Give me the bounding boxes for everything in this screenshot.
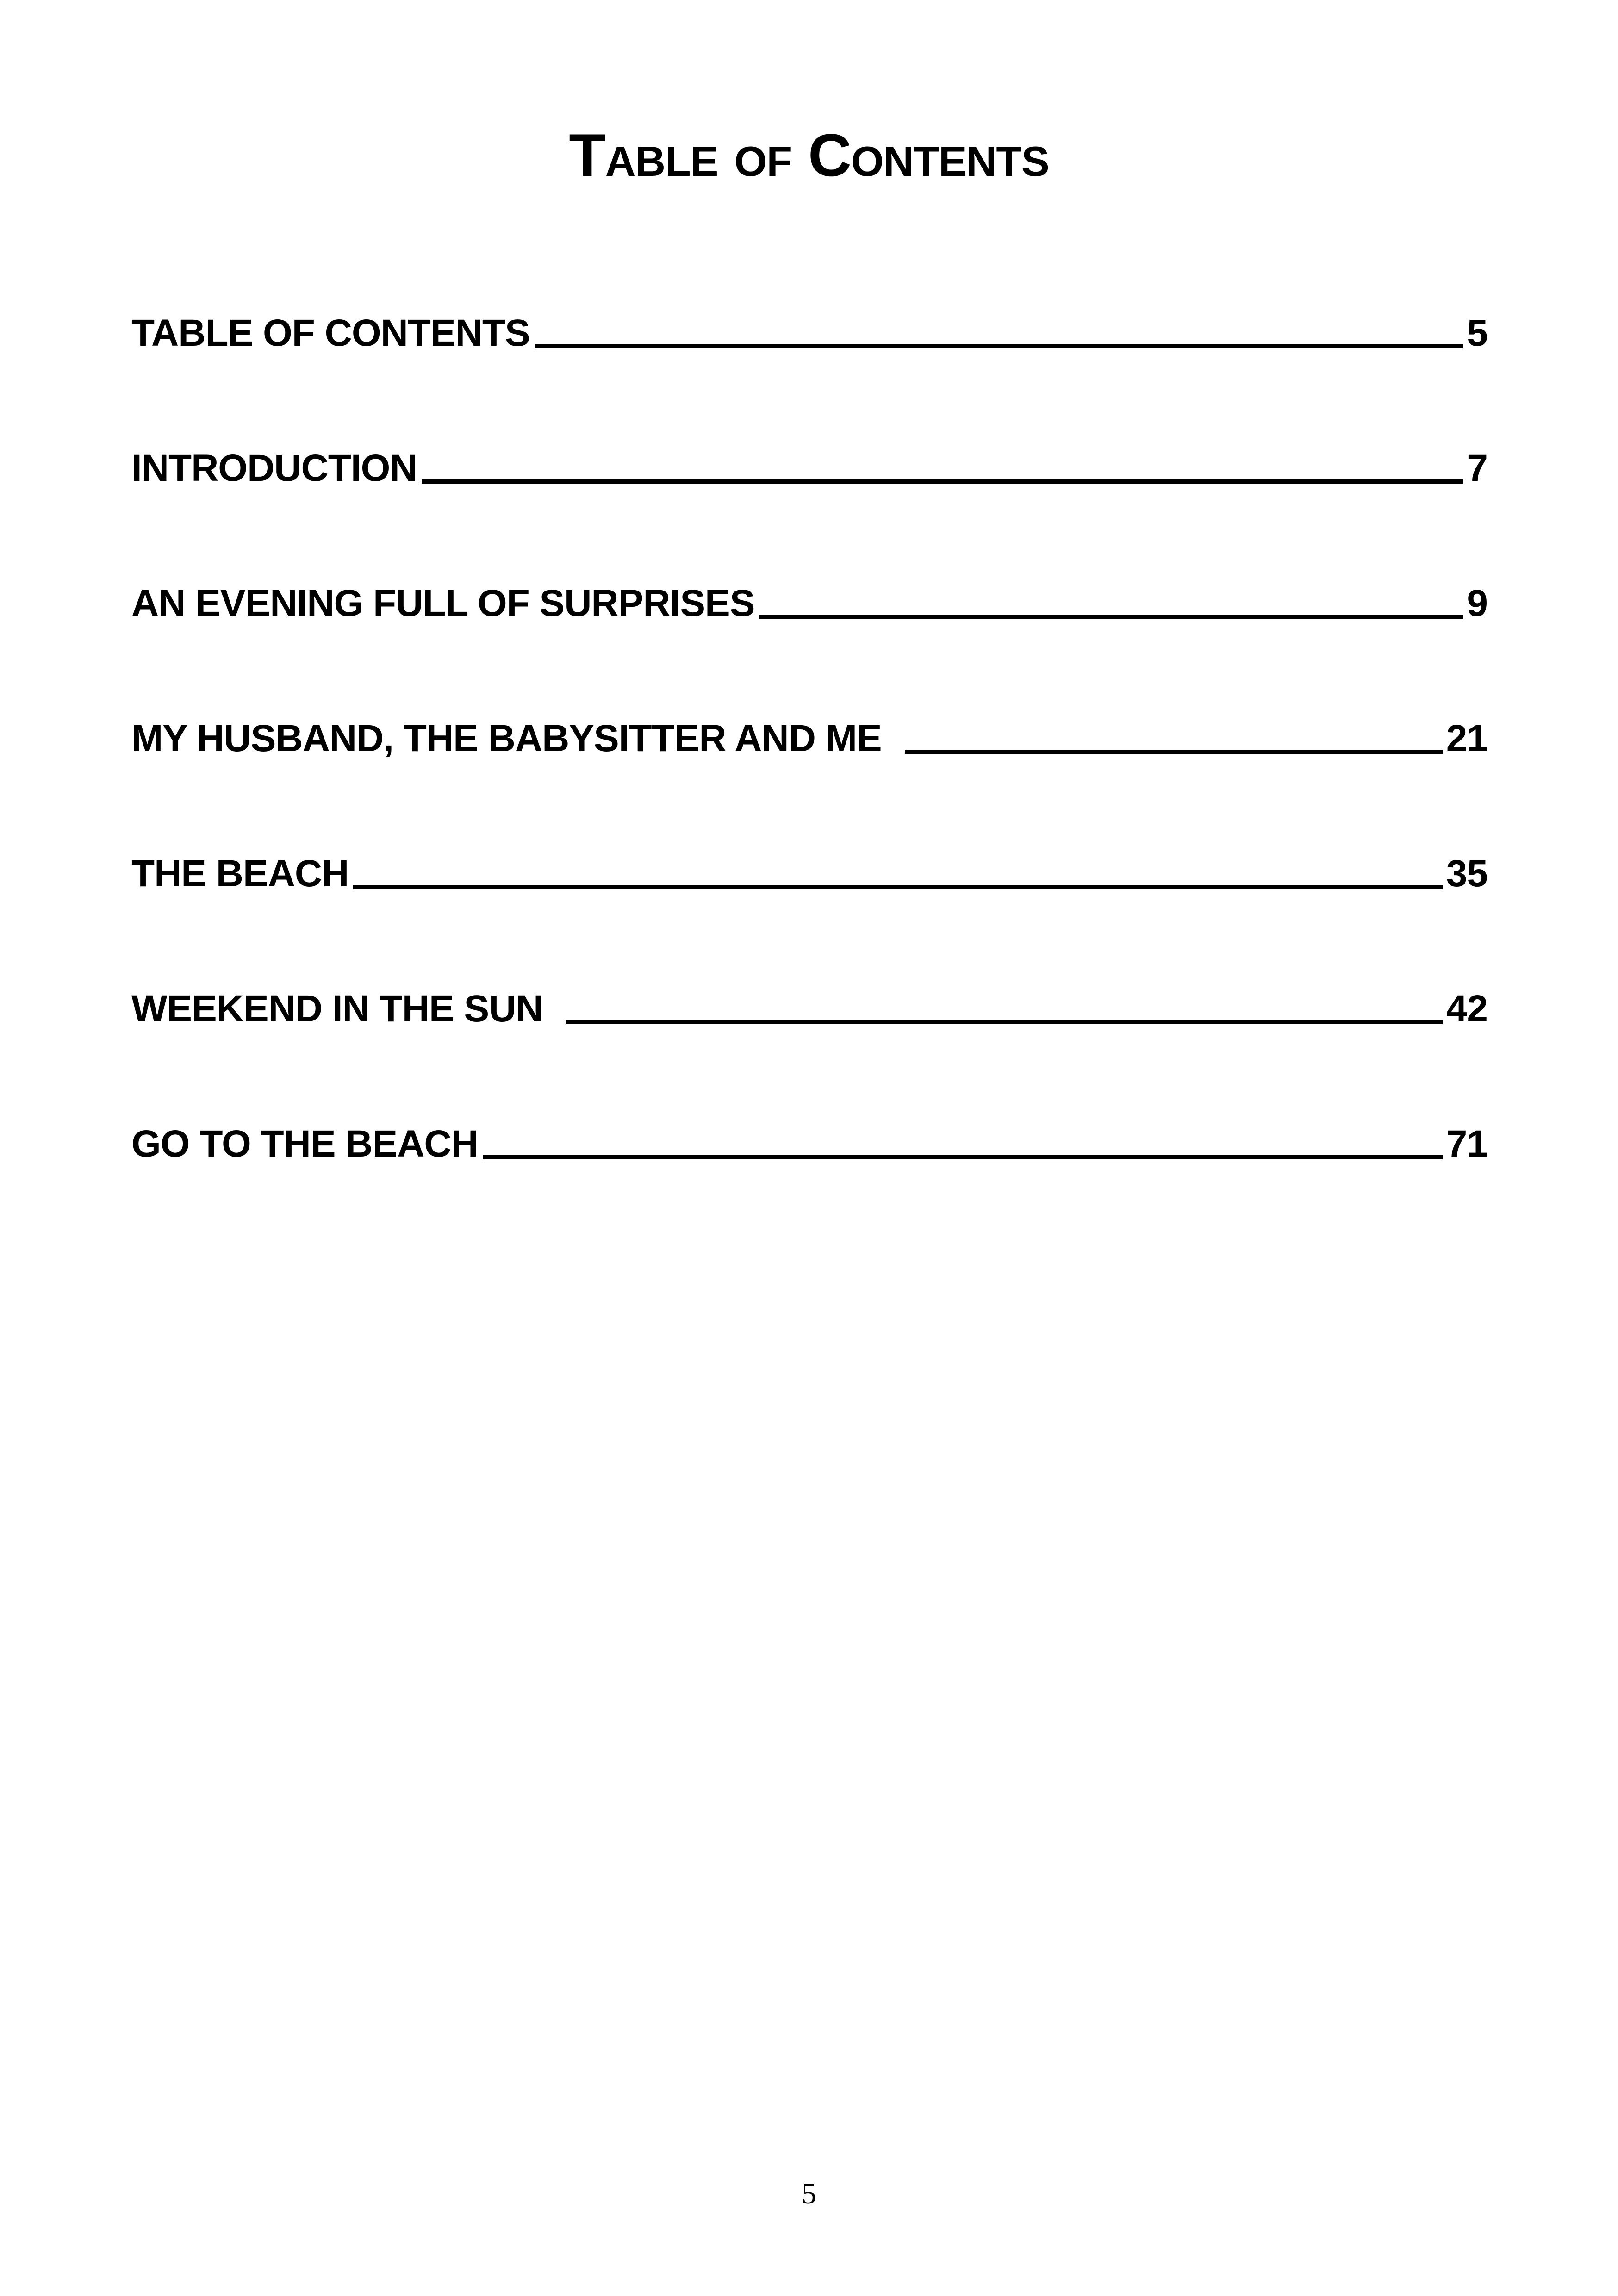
toc-entry[interactable] (131, 711, 1487, 846)
toc-entry[interactable] (131, 441, 1487, 576)
toc-entry-page: 71 (1446, 1123, 1487, 1165)
toc-entry-title: THE BEACH (131, 852, 349, 895)
toc-entry-page: 35 (1446, 852, 1487, 895)
toc-entry-title: WEEKEND IN THE SUN (131, 988, 543, 1030)
toc-entry-title: GO TO THE BEACH (131, 1123, 478, 1165)
toc-entry-page: 21 (1446, 717, 1487, 759)
toc-leader-line (566, 1020, 1443, 1024)
toc-entry[interactable] (131, 1116, 1487, 1251)
toc-entry-page: 7 (1467, 447, 1487, 489)
toc-entry-title: MY HUSBAND, THE BABYSITTER AND ME (131, 717, 882, 759)
table-of-contents (131, 305, 1487, 1251)
toc-entry-title: INTRODUCTION (131, 447, 417, 489)
toc-entry-page: 5 (1467, 312, 1487, 354)
toc-leader-line (905, 750, 1443, 754)
toc-entry[interactable] (131, 981, 1487, 1116)
toc-entry-page: 9 (1467, 582, 1487, 624)
toc-entry-page: 42 (1446, 988, 1487, 1030)
toc-leader-line (759, 615, 1463, 619)
toc-entry[interactable] (131, 576, 1487, 711)
toc-leader-line (483, 1155, 1443, 1159)
toc-leader-line (422, 479, 1463, 484)
toc-entry-title: AN EVENING FULL OF SURPRISES (131, 582, 755, 624)
toc-entry-title: TABLE OF CONTENTS (131, 312, 530, 354)
toc-leader-line (535, 344, 1463, 348)
page-title: Table of Contents (569, 121, 1049, 189)
toc-leader-line (353, 885, 1442, 889)
page-number: 5 (802, 2177, 816, 2210)
toc-entry[interactable] (131, 846, 1487, 981)
toc-entry[interactable] (131, 305, 1487, 441)
